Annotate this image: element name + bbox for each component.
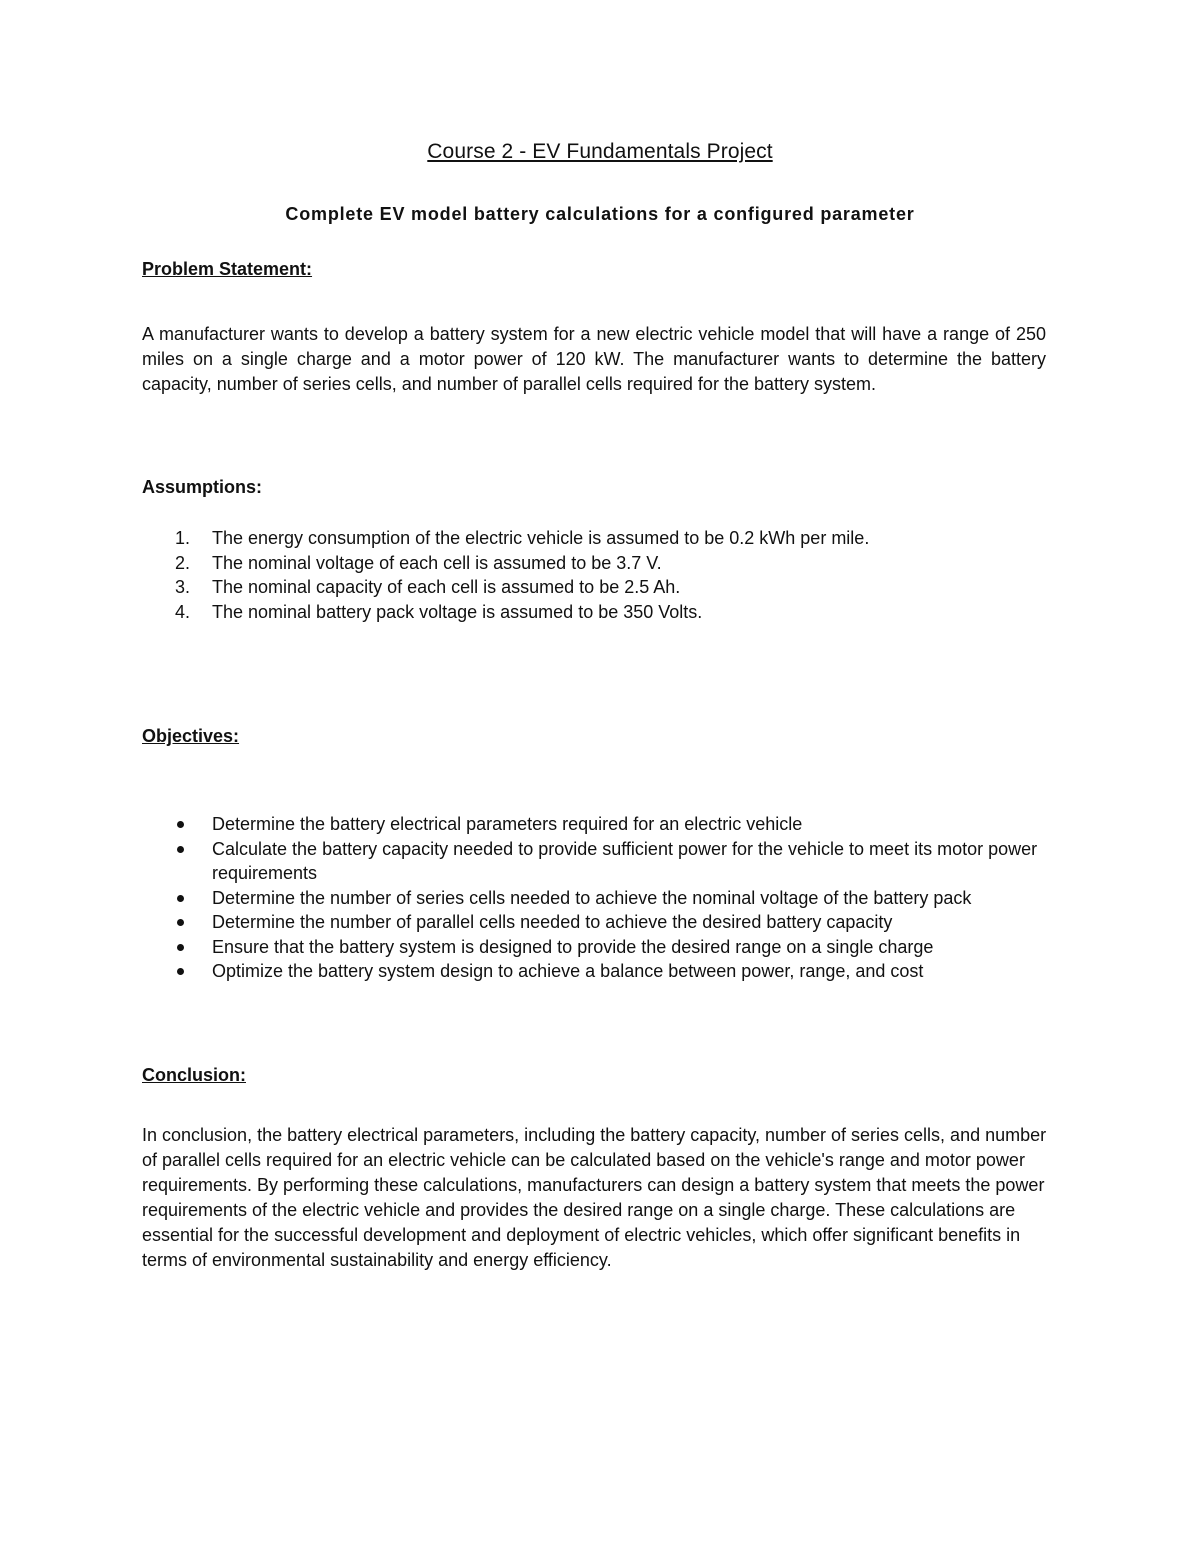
bullet-icon bbox=[177, 821, 184, 828]
list-item-number: 3. bbox=[175, 577, 191, 597]
list-item-text: Calculate the battery capacity needed to provide sufficient power for the vehicle to meet its motor power requirements bbox=[212, 838, 1038, 883]
list-item bbox=[142, 886, 1058, 911]
list-item-text: The nominal voltage of each cell is assumed to be 3.7 V. bbox=[212, 552, 662, 573]
list-item-text: The nominal capacity of each cell is assumed to be 2.5 Ah. bbox=[212, 577, 681, 597]
list-item bbox=[142, 526, 902, 551]
bullet-icon bbox=[177, 895, 184, 902]
list-item bbox=[142, 935, 1058, 960]
assumptions-heading: Assumptions: bbox=[142, 477, 263, 497]
list-item bbox=[142, 600, 902, 625]
list-item-text: The energy consumption of the electric vehicle is assumed to be 0.2 kWh per mile. bbox=[212, 528, 870, 548]
bullet-icon bbox=[177, 968, 184, 975]
list-item bbox=[142, 812, 1058, 837]
document-subtitle: Complete EV model battery calculations for a configured parameter bbox=[285, 204, 915, 224]
list-item-number: 2. bbox=[175, 552, 191, 573]
bullet-icon bbox=[177, 944, 184, 951]
list-item-text: Determine the number of series cells needed to achieve the nominal voltage of the battery pack bbox=[212, 887, 972, 908]
list-item bbox=[142, 837, 1058, 886]
document-title: Course 2 - EV Fundamentals Project bbox=[427, 140, 773, 163]
problem-statement-heading: Problem Statement: bbox=[142, 259, 313, 279]
list-item-text: The nominal battery pack voltage is assumed to be 350 Volts. bbox=[212, 601, 703, 622]
bullet-icon bbox=[177, 919, 184, 926]
list-item-text: Determine the battery electrical parameters required for an electric vehicle bbox=[212, 814, 803, 834]
assumptions-list bbox=[142, 526, 902, 624]
list-item-text: Optimize the battery system design to achieve a balance between power, range, and cost bbox=[212, 961, 924, 981]
list-item-text: Ensure that the battery system is designed to provide the desired range on a single charge bbox=[212, 936, 934, 957]
problem-statement-text: A manufacturer wants to develop a battery system for a new electric vehicle model that will have a range of 250 miles on a single charge and a motor power of 120 kW. The manufacturer wants to determine the battery capacity, number of series cells, and number of parallel cells required for the battery system. bbox=[142, 324, 1046, 394]
conclusion-heading: Conclusion: bbox=[142, 1065, 246, 1085]
list-item bbox=[142, 959, 1058, 984]
conclusion-text: In conclusion, the battery electrical parameters, including the battery capacity, number of series cells, and number of parallel cells required for an electric vehicle can be calculated based on the vehicle's range and motor power requirements. By performing these calculations, manufacturers can design a battery system that meets the power requirements of the electric vehicle and provides the desired range on a single charge. These calculations are essential for the successful development and deployment of electric vehicles, which offer significant benefits in terms of environmental sustainability and energy efficiency. bbox=[142, 1125, 1047, 1270]
list-item bbox=[142, 575, 902, 600]
objectives-heading: Objectives: bbox=[142, 726, 240, 746]
list-item bbox=[142, 551, 902, 576]
list-item-text: Determine the number of parallel cells needed to achieve the desired battery capacity bbox=[212, 912, 893, 932]
list-item bbox=[142, 910, 1058, 935]
objectives-list bbox=[142, 812, 1058, 984]
list-item-number: 1. bbox=[175, 528, 191, 548]
list-item-number: 4. bbox=[175, 601, 191, 622]
bullet-icon bbox=[177, 846, 184, 853]
